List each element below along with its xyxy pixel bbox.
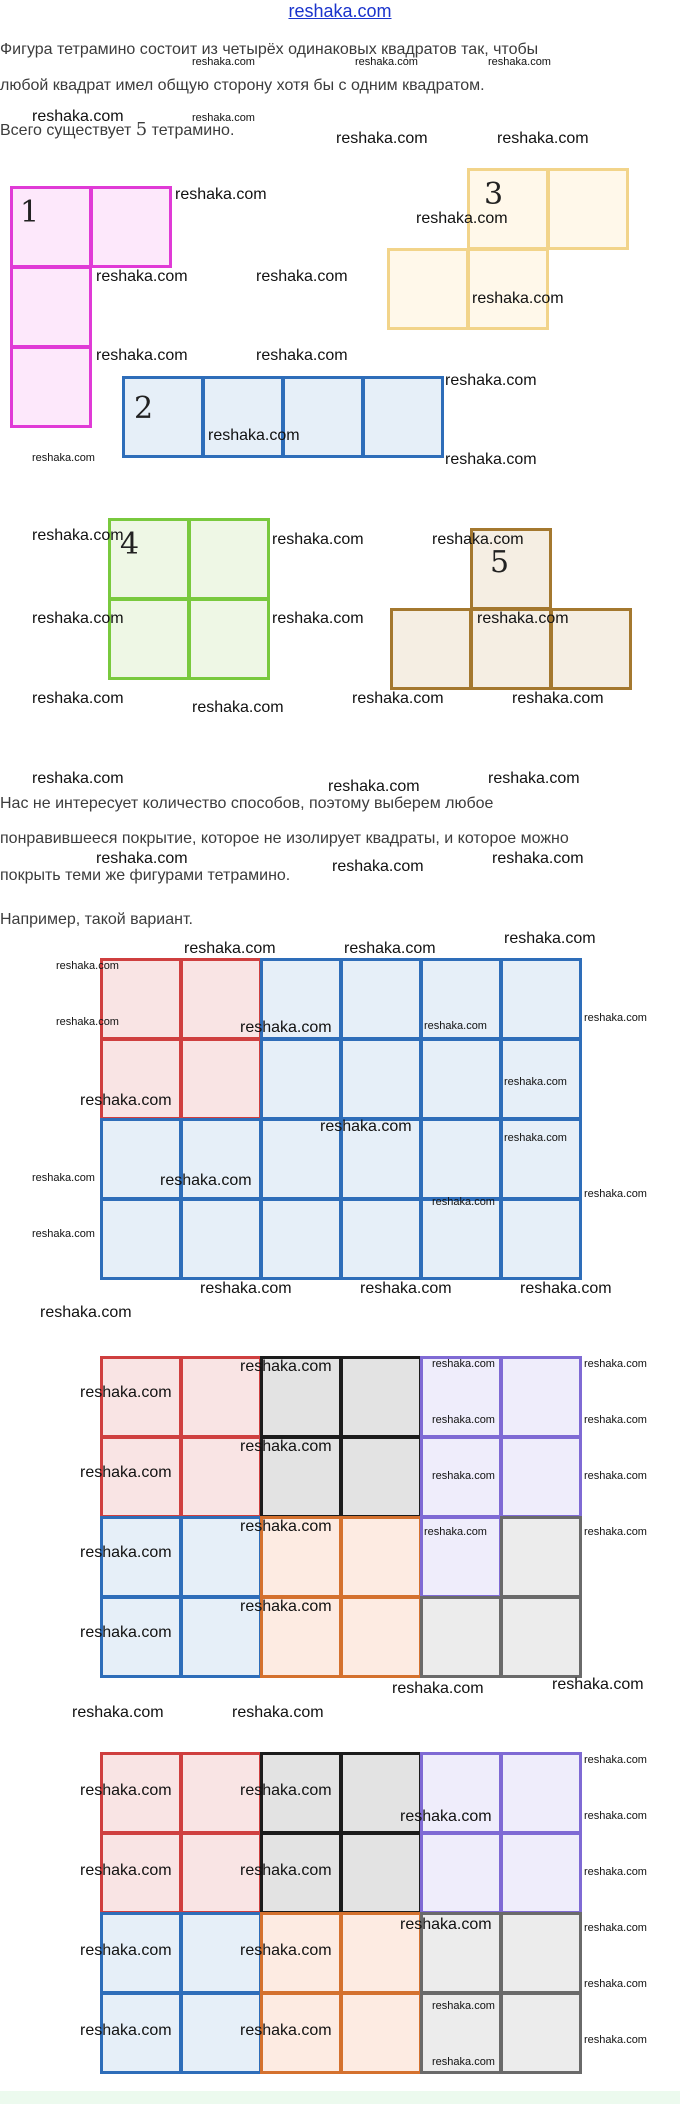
explanation-line-2: понравившееся покрытие, которое не изолирует квадраты, и которое можно [0,830,569,847]
tetromino-2-cell [202,376,284,458]
grid-1-cell [420,1198,502,1280]
watermark-text: reshaka.com [192,699,284,716]
watermark-text: reshaka.com [256,268,348,285]
watermark-text: reshaka.com [552,1676,644,1693]
watermark-text: reshaka.com [584,1866,647,1878]
watermark-text: reshaka.com [360,1280,452,1297]
watermark-text: reshaka.com [472,290,564,307]
watermark-text: reshaka.com [240,1862,332,1879]
tetromino-4-cell [188,518,270,600]
grid-1-cell [500,1118,582,1200]
tetromino-1-cell [10,266,92,348]
watermark-text: reshaka.com [80,1092,172,1109]
watermark-text: reshaka.com [445,372,537,389]
watermark-text: reshaka.com [32,1228,95,1240]
watermark-text: reshaka.com [32,452,95,464]
watermark-text: reshaka.com [424,1526,487,1538]
watermark-text: reshaka.com [80,1782,172,1799]
grid-3-cell [420,1832,502,1914]
watermark-text: reshaka.com [424,1020,487,1032]
watermark-text: reshaka.com [520,1280,612,1297]
watermark-text: reshaka.com [240,1598,332,1615]
watermark-text: reshaka.com [32,610,124,627]
grid-2-cell [500,1516,582,1598]
watermark-text: reshaka.com [584,2034,647,2046]
watermark-text: reshaka.com [392,1680,484,1697]
grid-1-cell [500,1198,582,1280]
footer-strip [0,2091,680,2104]
tetromino-label: 3 [484,177,504,212]
grid-1-cell [180,1038,262,1120]
watermark-text: reshaka.com [400,1916,492,1933]
tetromino-3-cell [387,248,469,330]
watermark-text: reshaka.com [208,427,300,444]
tetromino-label: 4 [120,527,140,562]
grid-2-cell [340,1436,422,1518]
intro-line-2: любой квадрат имел общую сторону хотя бы с одним квадратом. [0,77,485,94]
grid-2-cell [340,1596,422,1678]
watermark-text: reshaka.com [432,1358,495,1370]
grid-2-cell [340,1356,422,1438]
watermark-text: reshaka.com [445,451,537,468]
watermark-text: reshaka.com [184,940,276,957]
grid-1-cell [340,1198,422,1280]
grid-1-cell [340,1038,422,1120]
intro-line-1: Фигура тетрамино состоит из четырёх одинаковых квадратов так, чтобы [0,41,539,58]
watermark-text: reshaka.com [492,850,584,867]
intro-line-3-suffix: тетрамино. [151,122,235,139]
explanation-line-1: Нас не интересует количество способов, поэтому выберем любое [0,795,494,812]
watermark-text: reshaka.com [256,347,348,364]
watermark-text: reshaka.com [96,268,188,285]
grid-3-cell [340,1992,422,2074]
grid-3-cell [500,1912,582,1994]
grid-2-cell [500,1356,582,1438]
watermark-text: reshaka.com [72,1704,164,1721]
watermark-text: reshaka.com [432,2056,495,2068]
watermark-text: reshaka.com [477,610,569,627]
watermark-text: reshaka.com [240,1782,332,1799]
watermark-text: reshaka.com [432,1414,495,1426]
grid-1-cell [420,1038,502,1120]
grid-3-cell [340,1832,422,1914]
intro-line-3-prefix: Всего существует [0,122,132,139]
watermark-text: reshaka.com [272,531,364,548]
watermark-text: reshaka.com [584,1922,647,1934]
watermark-text: reshaka.com [584,1754,647,1766]
tetromino-2-cell [282,376,364,458]
explanation-line-3: покрыть теми же фигурами тетрамино. [0,867,291,884]
tetromino-1-cell [10,346,92,428]
watermark-text: reshaka.com [328,778,420,795]
watermark-text: reshaka.com [416,210,508,227]
watermark-text: reshaka.com [432,1470,495,1482]
watermark-text: reshaka.com [80,2022,172,2039]
tetromino-label: 2 [134,391,154,426]
grid-3-cell [500,1832,582,1914]
grid-1-cell [180,1198,262,1280]
tetromino-5-cell [390,608,472,690]
watermark-text: reshaka.com [80,1544,172,1561]
watermark-text: reshaka.com [80,1464,172,1481]
watermark-text: reshaka.com [80,1862,172,1879]
watermark-text: reshaka.com [320,1118,412,1135]
grid-3-cell [500,1752,582,1834]
watermark-text: reshaka.com [96,347,188,364]
watermark-text: reshaka.com [504,930,596,947]
watermark-text: reshaka.com [584,1526,647,1538]
watermark-text: reshaka.com [56,960,119,972]
watermark-text: reshaka.com [504,1132,567,1144]
watermark-text: reshaka.com [400,1808,492,1825]
watermark-text: reshaka.com [332,858,424,875]
tetromino-label: 5 [490,545,510,580]
watermark-text: reshaka.com [584,1188,647,1200]
watermark-text: reshaka.com [504,1076,567,1088]
grid-1-cell [420,1118,502,1200]
watermark-text: reshaka.com [584,1358,647,1370]
tetromino-4-cell [188,598,270,680]
tetromino-3-cell [467,248,549,330]
watermark-text: reshaka.com [96,850,188,867]
watermark-text: reshaka.com [272,610,364,627]
watermark-text: reshaka.com [240,1942,332,1959]
tetromino-3-cell [547,168,629,250]
grid-2-cell [340,1516,422,1598]
watermark-text: reshaka.com [32,770,124,787]
tetromino-count: 5 [135,119,148,140]
tetromino-1-cell [90,186,172,268]
watermark-text: reshaka.com [344,940,436,957]
watermark-text: reshaka.com [432,531,524,548]
watermark-text: reshaka.com [80,1384,172,1401]
watermark-text: reshaka.com [240,1518,332,1535]
watermark-text: reshaka.com [32,690,124,707]
grid-2-cell [500,1436,582,1518]
site-link[interactable]: reshaka.com [288,1,392,21]
watermark-text: reshaka.com [584,1978,647,1990]
tetromino-label: 1 [20,195,40,230]
tetromino-2-cell [362,376,444,458]
tetromino-3-cell [467,168,549,250]
watermark-text: reshaka.com [192,112,255,124]
grid-2-cell [500,1596,582,1678]
watermark-text: reshaka.com [240,2022,332,2039]
watermark-text: reshaka.com [584,1012,647,1024]
grid-1-cell [500,958,582,1040]
watermark-text: reshaka.com [80,1942,172,1959]
watermark-text: reshaka.com [80,1624,172,1641]
watermark-text: reshaka.com [240,1438,332,1455]
grid-2-cell [420,1596,502,1678]
watermark-text: reshaka.com [56,1016,119,1028]
watermark-text: reshaka.com [497,130,589,147]
watermark-text: reshaka.com [40,1304,132,1321]
watermark-text: reshaka.com [32,527,124,544]
watermark-text: reshaka.com [175,186,267,203]
watermark-text: reshaka.com [32,1172,95,1184]
watermark-text: reshaka.com [352,690,444,707]
watermark-text: reshaka.com [432,2000,495,2012]
watermark-text: reshaka.com [32,108,124,125]
explanation-line-4: Например, такой вариант. [0,911,193,928]
watermark-text: reshaka.com [200,1280,292,1297]
watermark-text: reshaka.com [584,1470,647,1482]
grid-3-cell [500,1992,582,2074]
watermark-text: reshaka.com [584,1414,647,1426]
grid-1-cell [340,958,422,1040]
watermark-text: reshaka.com [240,1019,332,1036]
watermark-text: reshaka.com [584,1810,647,1822]
watermark-text: reshaka.com [488,770,580,787]
watermark-text: reshaka.com [240,1358,332,1375]
watermark-text: reshaka.com [160,1172,252,1189]
watermark-text: reshaka.com [432,1196,495,1208]
watermark-text: reshaka.com [232,1704,324,1721]
watermark-text: reshaka.com [512,690,604,707]
grid-1-cell [260,1038,342,1120]
watermark-text: reshaka.com [192,56,255,68]
watermark-text: reshaka.com [488,56,551,68]
grid-1-cell [260,1198,342,1280]
watermark-text: reshaka.com [336,130,428,147]
watermark-text: reshaka.com [355,56,418,68]
grid-1-cell [100,1198,182,1280]
